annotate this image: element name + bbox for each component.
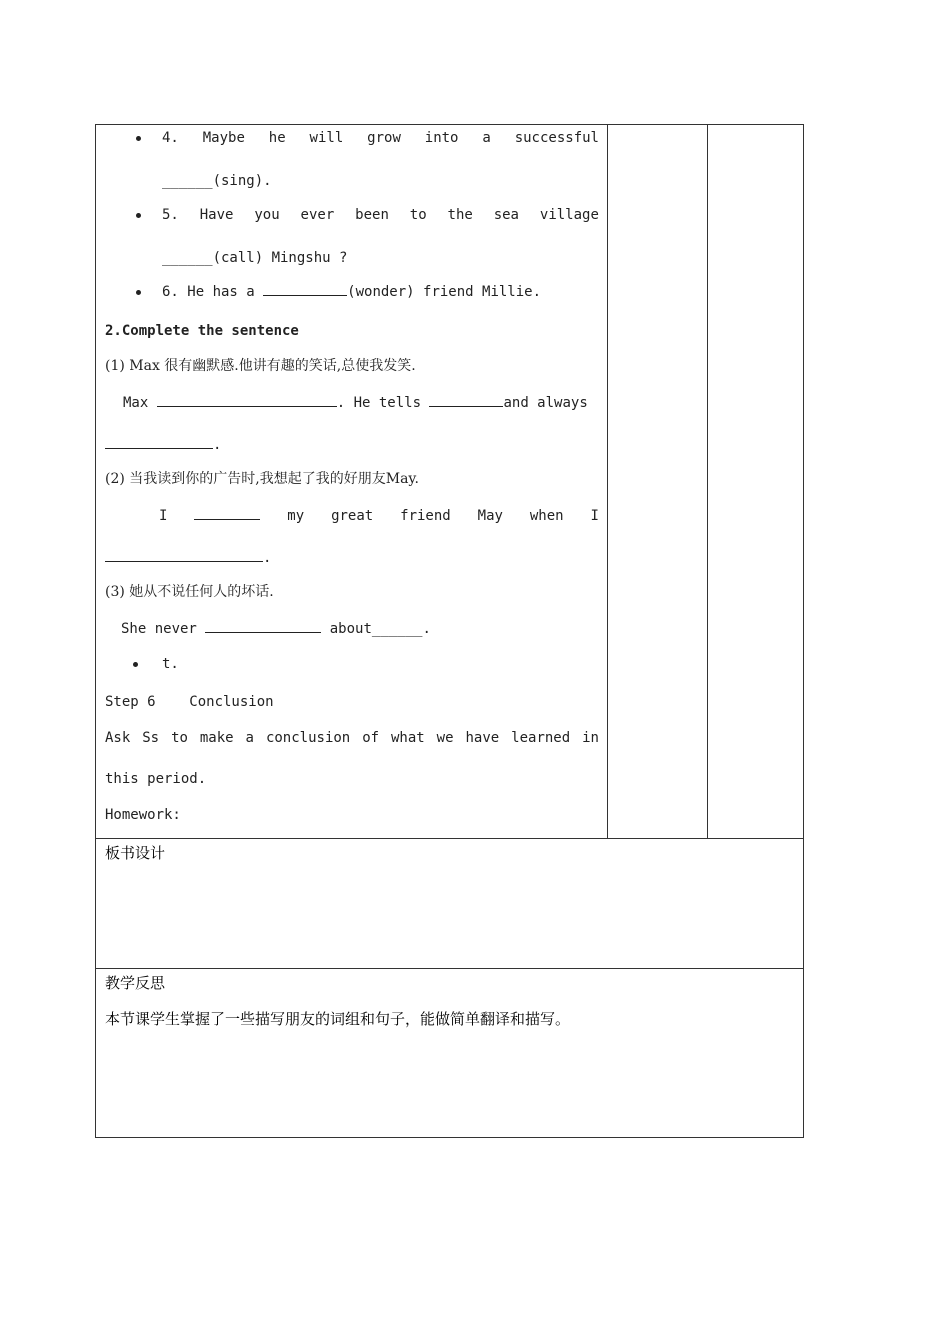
word: have <box>465 730 500 746</box>
word: village <box>539 207 599 223</box>
item-text: (wonder) friend Millie. <box>347 284 542 300</box>
question-2-english <box>159 507 599 525</box>
word: ever <box>300 207 335 223</box>
word: a <box>482 130 491 146</box>
word: conclusion <box>265 730 351 746</box>
word: grow <box>367 130 401 146</box>
item-number: 5. <box>162 207 179 223</box>
word: the <box>447 207 473 223</box>
question-3-chinese: (3) 她从不说任何人的坏话. <box>105 584 274 600</box>
homework-label: Homework: <box>105 807 181 823</box>
answer-blank <box>105 549 263 562</box>
word: of <box>362 730 380 746</box>
reflection-content: 本节课学生掌握了一些描写朋友的词组和句子，能做简单翻译和描写。 <box>105 1010 571 1028</box>
q-text: . <box>213 437 222 453</box>
item-number: 4. <box>162 130 179 146</box>
word: friend <box>400 508 451 524</box>
word: successful <box>514 130 599 146</box>
word: into <box>424 130 459 146</box>
q-text: . He tells <box>336 395 422 411</box>
exercise-item-4-blank: ______(sing). <box>162 173 272 189</box>
word: learned <box>511 730 571 746</box>
answer-blank <box>105 436 213 449</box>
word: I <box>590 508 599 524</box>
word: sea <box>493 207 519 223</box>
board-design-title: 板书设计 <box>105 844 166 862</box>
q-text: She never <box>121 621 197 637</box>
lesson-plan-table <box>95 124 804 1138</box>
step-6-instruction-cont: this period. <box>105 771 207 787</box>
word: Have <box>199 207 234 223</box>
q-text: . <box>263 550 272 566</box>
word: to <box>409 207 427 223</box>
word: I <box>159 508 168 524</box>
teaching-content-cell <box>96 125 608 839</box>
answer-blank <box>157 394 337 407</box>
word: make <box>199 730 234 746</box>
word: Ss <box>142 730 160 746</box>
bullet-text: t. <box>162 656 179 672</box>
word: will <box>309 130 344 146</box>
reflection-cell <box>96 969 804 1138</box>
exercise-2-heading: 2.Complete the sentence <box>105 323 299 339</box>
word: Maybe <box>202 130 245 146</box>
answer-blank <box>205 620 321 633</box>
notes-column <box>608 125 708 839</box>
question-3-english <box>121 620 431 638</box>
word: been <box>355 207 389 223</box>
bullet <box>133 662 138 667</box>
answer-blank <box>429 394 503 407</box>
exercise-item-5-blank: ______(call) Mingshu ? <box>162 250 348 266</box>
question-1-english-cont <box>105 436 221 454</box>
word: Ask <box>105 730 131 746</box>
reflection-title: 教学反思 <box>105 974 166 992</box>
question-2-chinese: (2) 当我读到你的广告时,我想起了我的好朋友May. <box>105 471 419 487</box>
answer-blank <box>194 507 260 520</box>
word: to <box>171 730 188 746</box>
answer-blank <box>263 283 347 296</box>
item-text: 6. He has a <box>162 284 264 300</box>
board-design-cell <box>96 839 804 969</box>
word: a <box>245 730 254 746</box>
remarks-column <box>708 125 804 839</box>
exercise-item-4 <box>162 129 599 147</box>
question-2-english-cont <box>105 549 271 567</box>
word: in <box>582 730 599 746</box>
word: my <box>287 508 305 524</box>
word: you <box>254 207 280 223</box>
q-text: ______. <box>371 621 431 637</box>
word: May <box>477 508 503 524</box>
question-1-english <box>123 394 588 412</box>
exercise-item-5 <box>162 206 599 224</box>
word: when <box>529 508 564 524</box>
question-1-chinese: (1) Max 很有幽默感.他讲有趣的笑话,总使我发笑. <box>105 358 416 374</box>
q-text: and always <box>503 395 588 411</box>
step-6-title: Step 6 Conclusion <box>105 694 274 710</box>
bullet <box>136 136 141 141</box>
q-text: about <box>329 621 372 637</box>
bullet <box>136 290 141 295</box>
word: great <box>331 508 374 524</box>
q-text: Max <box>123 395 149 411</box>
exercise-item-6 <box>162 283 541 301</box>
step-6-instruction <box>105 729 599 747</box>
word: he <box>268 130 286 146</box>
bullet <box>136 213 141 218</box>
word: we <box>436 730 454 746</box>
word: what <box>391 730 425 746</box>
